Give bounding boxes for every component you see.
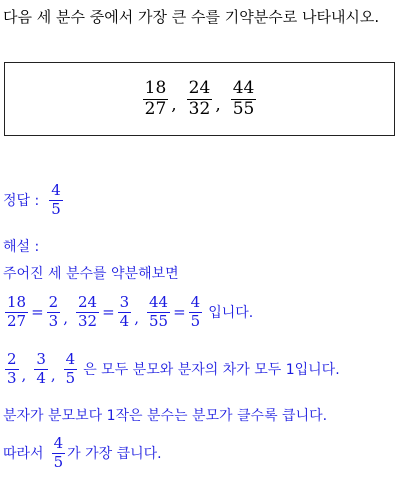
denominator: 32 — [188, 98, 211, 119]
numerator: 2 — [48, 293, 59, 311]
denominator: 5 — [53, 452, 64, 471]
denominator: 4 — [119, 311, 130, 330]
fraction — [5, 295, 28, 330]
answer-line — [3, 183, 65, 218]
denominator: 32 — [78, 311, 98, 330]
numerator: 24 — [188, 77, 211, 98]
denominator: 3 — [48, 311, 59, 330]
numerator: 2 — [7, 350, 17, 368]
explanation-line-3 — [3, 352, 340, 387]
fraction — [34, 352, 48, 387]
equals-sign: = — [102, 303, 115, 322]
fraction — [52, 436, 66, 471]
denominator: 5 — [190, 311, 201, 330]
fraction — [118, 295, 132, 330]
comma: , — [50, 366, 56, 385]
denominator: 5 — [65, 368, 76, 387]
fraction — [231, 77, 257, 119]
fraction — [189, 295, 203, 330]
numerator: 18 — [144, 77, 167, 98]
fraction — [76, 295, 99, 330]
equals-sign: = — [173, 303, 186, 322]
denominator: 27 — [7, 311, 27, 330]
comma: , — [171, 95, 177, 115]
denominator: 55 — [149, 311, 169, 330]
numerator: 4 — [190, 293, 201, 311]
numerator: 44 — [149, 293, 169, 311]
denominator: 5 — [51, 199, 61, 218]
numerator: 4 — [51, 181, 61, 199]
question-text: 다음 세 분수 중에서 가장 큰 수를 기약분수로 나타내시오. — [3, 8, 380, 26]
reductions-suffix: 입니다. — [208, 305, 254, 322]
comma: , — [215, 95, 221, 115]
explanation-line-5 — [3, 436, 162, 471]
line3-text: 은 모두 분모와 분자의 차가 모두 1입니다. — [83, 362, 340, 379]
line5-suffix: 가 가장 큽니다. — [67, 446, 162, 463]
comma: , — [21, 366, 27, 385]
fraction — [147, 295, 170, 330]
denominator: 4 — [36, 368, 46, 387]
numerator: 24 — [78, 293, 98, 311]
explanation-label: 해설 : — [3, 239, 40, 255]
numerator: 4 — [53, 434, 64, 452]
numerator: 18 — [7, 293, 27, 311]
numerator: 3 — [36, 350, 46, 368]
line5-prefix: 따라서 — [3, 446, 44, 463]
fraction — [187, 77, 213, 119]
equals-sign: = — [31, 303, 44, 322]
denominator: 3 — [7, 368, 17, 387]
answer-label: 정답 : — [3, 193, 40, 210]
fraction — [64, 352, 78, 387]
denominator: 27 — [144, 98, 167, 119]
numerator: 3 — [119, 293, 130, 311]
denominator: 55 — [232, 98, 255, 119]
comma: , — [63, 309, 68, 328]
fraction — [143, 77, 169, 119]
numerator: 4 — [65, 350, 76, 368]
explanation-line-4: 분자가 분모보다 1작은 분수는 분모가 클수록 큽니다. — [3, 408, 328, 424]
fraction — [47, 295, 61, 330]
numerator: 44 — [232, 77, 255, 98]
explanation-line-1: 주어진 세 분수를 약분해보면 — [3, 266, 179, 282]
answer-fraction — [49, 183, 63, 218]
comma: , — [134, 309, 139, 328]
fraction — [5, 352, 19, 387]
fractions-box — [4, 62, 395, 136]
reductions-line — [3, 295, 253, 330]
